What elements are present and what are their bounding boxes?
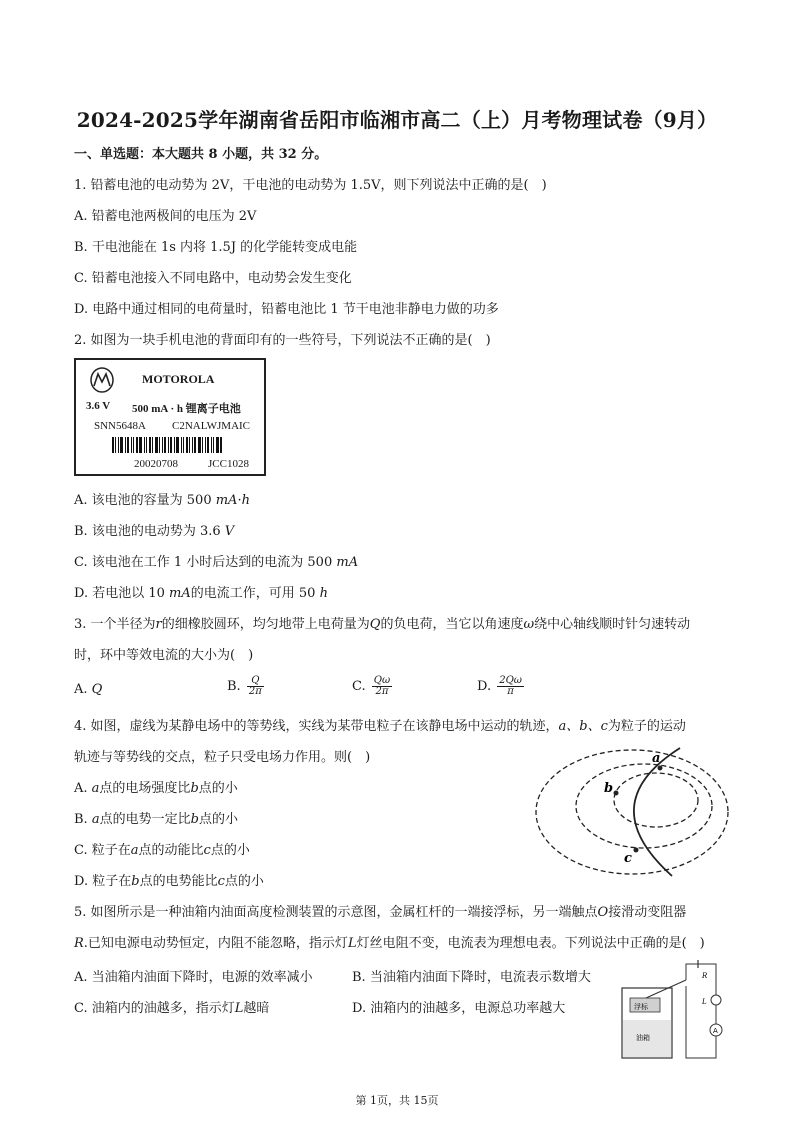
question-2-option-b: B. 该电池的电动势为 3.6 V [74, 524, 235, 539]
section-heading: 一、单选题：本大题共 8 小题，共 32 分。 [74, 147, 328, 162]
barcode-stripe [220, 437, 222, 453]
barcode-stripe [192, 437, 193, 453]
equipotential-diagram [532, 744, 730, 880]
barcode-stripe [131, 437, 132, 453]
point-c-marker [634, 848, 639, 853]
question-4-stem-line-2: 轨迹与等势线的交点，粒子只受电场力作用。则( ) [74, 750, 371, 765]
barcode-stripe [159, 437, 160, 453]
battery-voltage: 3.6 V [86, 400, 111, 412]
question-5-stem-line-2: R.已知电源电动势恒定，内阻不能忽略，指示灯L灯丝电阻不变，电流表为理想电表。下列说法中正确的是( ) [74, 936, 705, 951]
battery-date: 20020708 [134, 458, 178, 470]
question-1-stem: 1. 铅蓄电池的电动势为 2V，干电池的电动势为 1.5V，则下列说法中正确的是( ) [74, 178, 547, 193]
question-2-option-c: C. 该电池在工作 1 小时后达到的电流为 500 mA [74, 555, 359, 570]
motorola-logo-icon [88, 366, 116, 394]
question-1-option-a: A. 铅蓄电池两极间的电压为 2V [74, 209, 257, 224]
question-3-option-b: B. $\frac{Q}{2\pi}$ [227, 675, 262, 697]
battery-code-3: JCC1028 [208, 458, 249, 470]
barcode-stripe [207, 437, 209, 453]
float-label: 浮标 [634, 1003, 648, 1011]
barcode-stripe [120, 437, 123, 453]
barcode-stripe [189, 437, 190, 453]
barcode-stripe [213, 437, 214, 453]
barcode-stripe [115, 437, 116, 453]
barcode-stripe [205, 437, 206, 453]
equipotential-line-inner [614, 773, 698, 827]
barcode-stripe [174, 437, 175, 453]
barcode-stripe [133, 437, 134, 453]
barcode-stripe [170, 437, 172, 453]
barcode-stripe [146, 437, 147, 453]
page-footer: 第 1页，共 15页 [355, 1094, 439, 1107]
battery-label-figure [74, 358, 266, 476]
oil-tank-circuit-diagram [616, 958, 726, 1064]
battery-brand: MOTOROLA [142, 372, 215, 386]
equipotential-line-outer [536, 750, 728, 874]
barcode-stripe [139, 437, 142, 453]
barcode-stripe [125, 437, 126, 453]
barcode-stripe [127, 437, 129, 453]
question-2-option-a: A. 该电池的容量为 500 mA·h [74, 493, 250, 508]
barcode-icon [112, 437, 232, 453]
battery-capacity: 500 mA · h 锂离子电池 [132, 403, 241, 415]
resistor-label: R [702, 972, 708, 980]
barcode-stripe [136, 437, 138, 453]
point-a-marker [658, 766, 663, 771]
question-4-option-a: A. a点的电场强度比b点的小 [74, 781, 238, 796]
point-c-label: c [624, 851, 632, 866]
point-b-marker [614, 791, 619, 796]
barcode-stripe [183, 437, 184, 453]
question-2-stem: 2. 如图为一块手机电池的背面印有的一些符号，下列说法不正确的是( ) [74, 333, 491, 348]
battery-code-2: C2NALWJMAIC [172, 420, 251, 432]
question-1-option-d: D. 电路中通过相同的电荷量时，铅蓄电池比 1 节干电池非静电力做的功多 [74, 302, 499, 317]
barcode-stripe [202, 437, 203, 453]
question-4-option-b: B. a点的电势一定比b点的小 [74, 812, 238, 827]
question-5-option-a: A. 当油箱内油面下降时，电源的效率减小 [74, 970, 313, 985]
tank-label: 油箱 [636, 1034, 650, 1042]
barcode-stripe [155, 437, 158, 453]
barcode-stripe [118, 437, 119, 453]
barcode-stripe [112, 437, 114, 453]
barcode-stripe [176, 437, 179, 453]
barcode-stripe [198, 437, 201, 453]
question-5-option-c: C. 油箱内的油越多，指示灯L越暗 [74, 1001, 270, 1016]
point-a-label: a [652, 751, 661, 766]
circuit-wire [686, 964, 716, 1058]
question-5-option-b: B. 当油箱内油面下降时，电流表示数增大 [352, 970, 591, 985]
page-title: 2024-2025学年湖南省岳阳市临湘市高二（上）月考物理试卷（9月） [76, 108, 718, 132]
battery-code-1: SNN5648A [94, 420, 146, 432]
barcode-stripe [216, 437, 219, 453]
barcode-stripe [164, 437, 166, 453]
question-3-stem-line-2: 时，环中等效电流的大小为( ) [74, 648, 254, 663]
question-3-option-d: D. $\frac{2Q\omega}{\pi}$ [477, 675, 522, 697]
question-3-option-c: C. $\frac{Q\omega}{2\pi}$ [352, 675, 391, 697]
barcode-stripe [186, 437, 188, 453]
question-2-option-d: D. 若电池以 10 mA的电流工作，可用 50 h [74, 586, 328, 601]
barcode-stripe [194, 437, 196, 453]
question-5-stem-line-1: 5. 如图所示是一种油箱内油面高度检测装置的示意图，金属杠杆的一端接浮标，另一端触点O接滑动变阻器 [74, 905, 687, 920]
equipotential-line-middle [576, 764, 712, 848]
question-4-option-c: C. 粒子在a点的动能比c点的小 [74, 843, 250, 858]
question-3-stem-line-1: 3. 一个半径为r的细橡胶圆环，均匀地带上电荷量为Q的负电荷，当它以角速度ω绕中心轴线顺时针匀速转动 [74, 617, 691, 632]
barcode-stripe [149, 437, 151, 453]
lamp-symbol [711, 995, 721, 1005]
barcode-stripe [144, 437, 145, 453]
barcode-stripe [211, 437, 212, 453]
metal-lever [646, 980, 686, 998]
question-5-option-d: D. 油箱内的油越多，电源总功率越大 [352, 1001, 566, 1016]
question-4-stem-line-1: 4. 如图，虚线为某静电场中的等势线，实线为某带电粒子在该静电场中运动的轨迹，a、b、c为粒子的运动 [74, 719, 686, 734]
lamp-label: L [702, 998, 707, 1006]
question-4-option-d: D. 粒子在b点的电势能比c点的小 [74, 874, 264, 889]
barcode-stripe [152, 437, 153, 453]
question-3-option-a: A. Q [74, 682, 103, 697]
barcode-stripe [181, 437, 182, 453]
particle-trajectory [634, 748, 680, 876]
point-b-label: b [604, 781, 614, 796]
ammeter-label: A [713, 1027, 718, 1035]
barcode-stripe [162, 437, 163, 453]
question-1-option-c: C. 铅蓄电池接入不同电路中，电动势会发生变化 [74, 271, 352, 286]
question-1-option-b: B. 干电池能在 1s 内将 1.5J 的化学能转变成电能 [74, 240, 358, 255]
barcode-stripe [168, 437, 169, 453]
